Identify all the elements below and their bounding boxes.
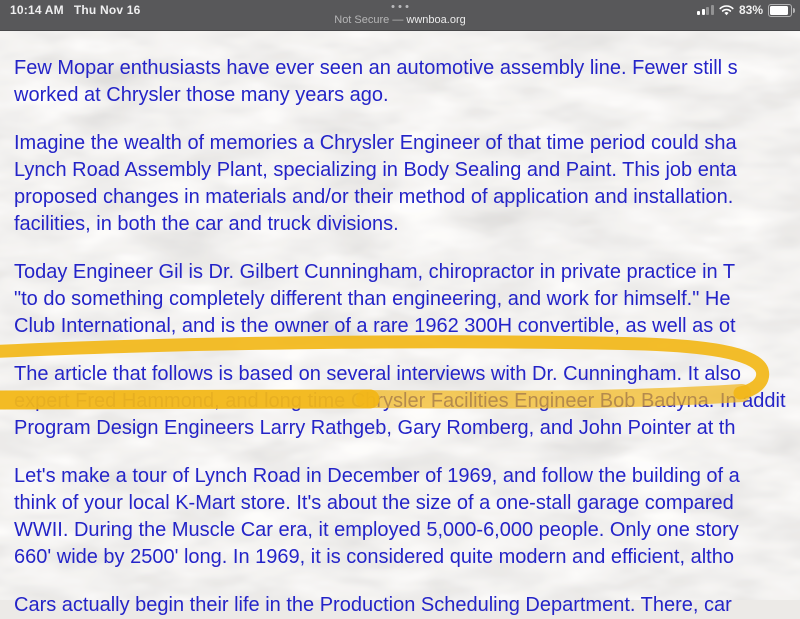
paragraph-highlighted	[14, 361, 800, 442]
paragraph	[14, 259, 800, 340]
text-line: Today Engineer Gil is Dr. Gilbert Cunningham, chiropractor in private practice in T	[14, 261, 736, 283]
text-line: Program Design Engineers Larry Rathgeb, Gary Romberg, and John Pointer at th	[14, 417, 736, 439]
wifi-icon	[719, 5, 734, 16]
paragraph	[14, 592, 800, 619]
text-line: WWII. During the Muscle Car era, it employed 5,000-6,000 people. Only one story	[14, 519, 739, 541]
domain-label: wwnboa.org	[406, 14, 466, 26]
status-time: 10:14 AM	[10, 3, 64, 17]
paragraph	[14, 463, 800, 571]
text-line: Club International, and is the owner of a rare 1962 300H convertible, as well as ot	[14, 315, 736, 337]
status-bar	[0, 0, 800, 31]
text-line: Let's make a tour of Lynch Road in December of 1969, and follow the building of a	[14, 465, 740, 487]
url-separator: —	[392, 14, 404, 26]
cellular-signal-icon	[697, 5, 714, 15]
text-line: proposed changes in materials and/or their method of application and installation.	[14, 186, 734, 208]
text-line: Imagine the wealth of memories a Chrysler Engineer of that time period could sha	[14, 132, 737, 154]
paragraph	[14, 55, 800, 109]
paragraph	[14, 130, 800, 238]
text-line: "to do something completely different than engineering, and work for himself." He	[14, 288, 731, 310]
text-line: Few Mopar enthusiasts have ever seen an automotive assembly line. Fewer still s	[14, 57, 738, 79]
safari-url-bar[interactable]	[0, 14, 800, 26]
text-line: worked at Chrysler those many years ago.	[14, 84, 389, 106]
text-line: 660' wide by 2500' long. In 1969, it is considered quite modern and efficient, altho	[14, 546, 734, 568]
article-body	[0, 30, 800, 616]
text-line-obscured: expert Fred Hammond, and long time Chrysler Facilities Engineer Bob Badyna. In addit	[14, 390, 786, 412]
text-line: think of your local K-Mart store. It's about the size of a one-stall garage compared	[14, 492, 734, 514]
text-line: Cars actually begin their life in the Production Scheduling Department. There, car	[14, 594, 732, 616]
text-line: Lynch Road Assembly Plant, specializing in Body Sealing and Paint. This job enta	[14, 159, 737, 181]
battery-icon	[768, 4, 792, 17]
status-icons	[697, 3, 792, 17]
text-line: The article that follows is based on several interviews with Dr. Cunningham. It also	[14, 363, 742, 385]
battery-percent-label: 83%	[738, 3, 763, 17]
ssl-warning-label: Not Secure	[334, 14, 390, 26]
multitask-dots-icon[interactable]	[392, 5, 409, 8]
status-date: Thu Nov 16	[73, 3, 141, 17]
text-line: facilities, in both the car and truck divisions.	[14, 213, 399, 235]
